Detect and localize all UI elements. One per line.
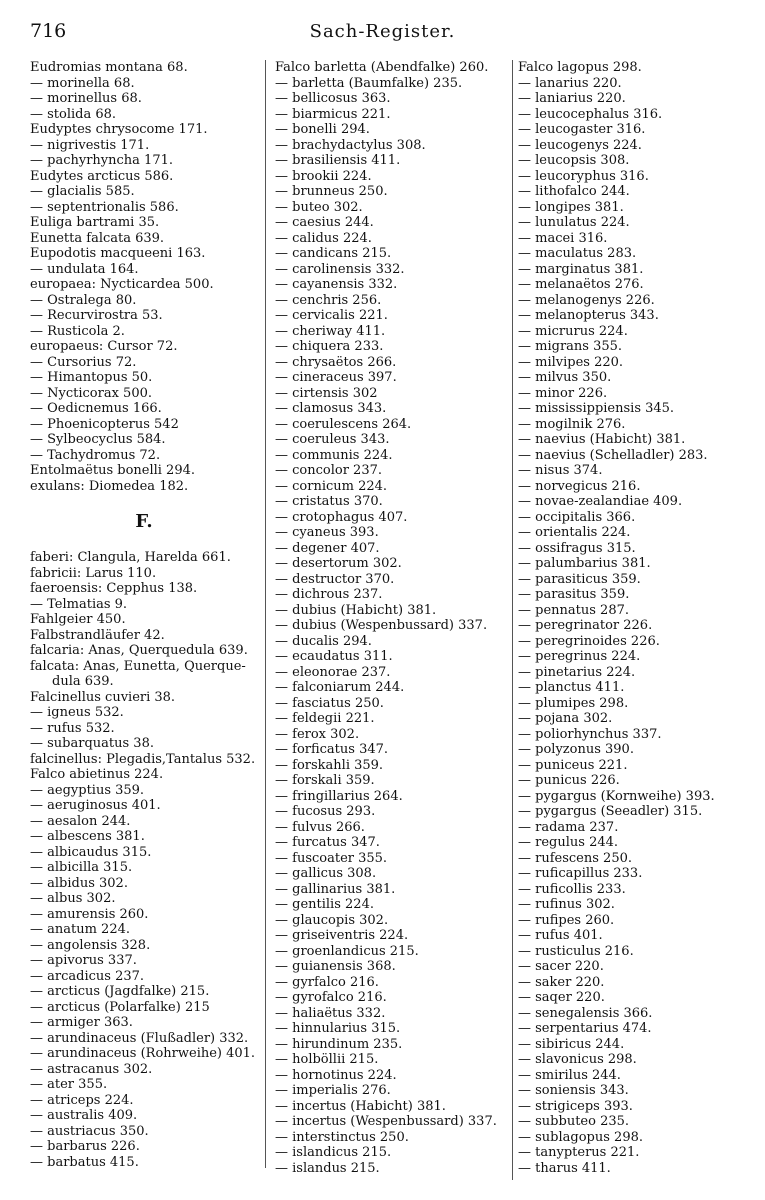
index-entry: — ruficollis 233.	[518, 881, 626, 897]
index-entry: — dubius (Wespenbussard) 337.	[275, 618, 488, 633]
index-entry: — arundinaceus (Flußadler) 332.	[30, 1030, 249, 1046]
index-entry: — micrurus 224.	[518, 323, 628, 339]
index-entry: — cheriway 411.	[275, 323, 386, 339]
column-rule-left	[265, 60, 266, 1168]
index-entry: — forficatus 347.	[275, 742, 389, 757]
index-entry: — leucoryphus 316.	[518, 168, 649, 184]
index-entry: — brasiliensis 411.	[275, 153, 401, 168]
index-entry: Eupodotis macqueeni 163.	[30, 246, 206, 261]
index-entry: — Sylbeocyclus 584.	[30, 432, 166, 447]
index-entry: Falbstrandläufer 42.	[30, 627, 165, 643]
index-entry: — morinellus 68.	[30, 91, 142, 106]
page-number: 716	[30, 20, 67, 42]
index-entry: — groenlandicus 215.	[275, 943, 419, 959]
index-entry: — punicus 226.	[518, 773, 620, 788]
index-entry: — melanogenys 226.	[518, 292, 655, 308]
index-entry: — australis 409.	[30, 1108, 138, 1123]
index-entry: — bellicosus 363.	[275, 91, 391, 106]
index-entry: — mogilnik 276.	[518, 416, 626, 432]
index-entry: — cornicum 224.	[275, 478, 388, 494]
index-entry: — cervicalis 221.	[275, 308, 388, 323]
index-entry: — dichrous 237.	[275, 587, 383, 602]
index-entry: — senegalensis 366.	[518, 1005, 653, 1021]
index-entry: — albicaudus 315.	[30, 844, 152, 860]
index-entry: — armiger 363.	[30, 1015, 133, 1030]
index-entry: — cirtensis 302	[275, 385, 378, 401]
index-entry: — islandicus 215.	[275, 1145, 392, 1160]
index-entry: — leucogenys 224.	[518, 137, 642, 153]
index-entry: — Rusticola 2.	[30, 323, 125, 339]
index-entry: — hornotinus 224.	[275, 1067, 397, 1083]
index-entry: — strigiceps 393.	[518, 1098, 633, 1114]
index-entry: — concolor 237.	[275, 463, 382, 478]
index-entry: — milvus 350.	[518, 370, 612, 385]
index-entry: — haliaëtus 332.	[275, 1005, 386, 1021]
index-entry: — fasciatus 250.	[275, 695, 384, 711]
index-entry: — mississippiensis 345.	[518, 401, 675, 416]
index-entry: — Recurvirostra 53.	[30, 308, 163, 323]
index-entry: — pennatus 287.	[518, 602, 629, 618]
column-2-entries	[275, 60, 507, 1176]
index-entry: — feldegii 221.	[275, 711, 375, 726]
index-entry: — pygargus (Seeadler) 315.	[518, 804, 703, 819]
index-entry: — chiquera 233.	[275, 339, 384, 354]
column-rule-right	[512, 60, 513, 1180]
index-entry: — gallinarius 381.	[275, 881, 396, 897]
index-entry: — subarquatus 38.	[30, 736, 154, 751]
index-entry: — tharus 411.	[518, 1160, 611, 1176]
index-entry: — biarmicus 221.	[275, 106, 391, 122]
index-entry: — rufinus 302.	[518, 897, 615, 912]
index-entry: — albicilla 315.	[30, 860, 133, 875]
index-entry: — gyrfalco 216.	[275, 974, 379, 990]
index-entry: — melanopterus 343.	[518, 308, 659, 323]
index-entry: — igneus 532.	[30, 705, 124, 720]
index-entry: — occipitalis 366.	[518, 509, 636, 525]
index-entry: — novae-zealandiae 409.	[518, 494, 683, 509]
index-column-2	[275, 60, 507, 1176]
index-entry: — albescens 381.	[30, 829, 145, 844]
index-entry: — fucosus 293.	[275, 804, 376, 819]
index-entry: — arcticus (Polarfalke) 215	[30, 999, 210, 1015]
index-entry: — milvipes 220.	[518, 354, 624, 370]
index-entry: — melanaëtos 276.	[518, 277, 644, 292]
index-entry: — maculatus 283.	[518, 246, 637, 261]
index-entry: falcata: Anas, Eunetta, Querque-	[30, 658, 246, 674]
index-entry: — imperialis 276.	[275, 1083, 391, 1098]
index-entry: Fahlgeier 450.	[30, 612, 126, 627]
index-entry: — cyaneus 393.	[275, 525, 379, 540]
index-entry: Falcinellus cuvieri 38.	[30, 689, 176, 705]
index-entry: — albus 302.	[30, 891, 116, 906]
index-entry: — candicans 215.	[275, 246, 392, 261]
index-entry: — ducalis 294.	[275, 633, 372, 649]
index-entry: — angolensis 328.	[30, 937, 151, 953]
column-1-entries-e	[30, 60, 258, 494]
index-entry: — parasiticus 359.	[518, 571, 641, 587]
index-entry: — forskahli 359.	[275, 757, 384, 773]
index-entry: — orientalis 224.	[518, 525, 631, 540]
index-entry: — longipes 381.	[518, 199, 624, 215]
index-entry: — naevius (Habicht) 381.	[518, 432, 686, 447]
index-entry: — forskali 359.	[275, 773, 375, 788]
index-entry: — subbuteo 235.	[518, 1114, 630, 1129]
index-entry: — slavonicus 298.	[518, 1052, 637, 1067]
index-entry: — barbatus 415.	[30, 1154, 139, 1170]
index-entry: — fringillarius 264.	[275, 788, 403, 804]
index-entry: — pojana 302.	[518, 711, 613, 726]
index-entry: — tanypterus 221.	[518, 1145, 640, 1160]
index-entry: europaeus: Cursor 72.	[30, 339, 178, 354]
index-entry: — crotophagus 407.	[275, 509, 408, 525]
index-entry: — sibiricus 244.	[518, 1036, 625, 1052]
index-entry: — cayanensis 332.	[275, 277, 398, 292]
index-entry: — desertorum 302.	[275, 556, 402, 571]
index-entry: Entolmaëtus bonelli 294.	[30, 463, 196, 478]
index-entry: — minor 226.	[518, 385, 608, 401]
index-entry: — undulata 164.	[30, 261, 139, 277]
index-entry: — stolida 68.	[30, 106, 117, 122]
index-entry: — coerulescens 264.	[275, 416, 412, 432]
index-entry: Falco barletta (Abendfalke) 260.	[275, 60, 489, 75]
index-entry: — falconiarum 244.	[275, 680, 405, 695]
index-entry: — cenchris 256.	[275, 292, 382, 308]
index-entry: — ruficapillus 233.	[518, 866, 643, 881]
index-entry: — Telmatias 9.	[30, 596, 128, 612]
index-entry: Eudyptes chrysocome 171.	[30, 122, 208, 137]
index-entry: — ossifragus 315.	[518, 540, 636, 556]
index-entry: — ferox 302.	[275, 726, 360, 742]
index-entry: — coeruleus 343.	[275, 432, 390, 447]
index-entry: — holböllii 215.	[275, 1052, 379, 1067]
index-entry: — migrans 355.	[518, 339, 623, 354]
index-entry: — glacialis 585.	[30, 184, 135, 199]
index-entry: — eleonorae 237.	[275, 664, 391, 680]
index-entry: — buteo 302.	[275, 199, 363, 215]
index-entry: — rufus 401.	[518, 928, 603, 943]
index-entry: — polyzonus 390.	[518, 742, 634, 757]
index-entry: — soniensis 343.	[518, 1083, 629, 1098]
index-entry: — macei 316.	[518, 230, 608, 246]
index-entry: — laniarius 220.	[518, 91, 626, 106]
index-entry: — septentrionalis 586.	[30, 199, 179, 215]
index-entry: — Nycticorax 500.	[30, 385, 152, 401]
column-3-entries	[518, 60, 746, 1176]
index-entry: — hirundinum 235.	[275, 1036, 403, 1052]
index-entry: — bonelli 294.	[275, 122, 370, 137]
index-entry: Falco abietinus 224.	[30, 767, 164, 782]
column-1-entries-f	[30, 550, 258, 1170]
index-entry: — peregrinator 226.	[518, 618, 653, 633]
index-entry: Eunetta falcata 639.	[30, 230, 165, 246]
index-entry: — lanarius 220.	[518, 75, 622, 91]
index-entry: — gallicus 308.	[275, 866, 377, 881]
index-entry: — pygargus (Kornweihe) 393.	[518, 788, 715, 804]
index-entry: — lunulatus 224.	[518, 215, 630, 230]
index-entry: — astracanus 302.	[30, 1061, 153, 1077]
index-entry: — arundinaceus (Rohrweihe) 401.	[30, 1046, 256, 1061]
index-entry: — norvegicus 216.	[518, 478, 641, 494]
index-entry: — brachydactylus 308.	[275, 137, 426, 153]
index-entry: — regulus 244.	[518, 835, 619, 850]
index-entry: — interstinctus 250.	[275, 1129, 409, 1145]
index-entry: — clamosus 343.	[275, 401, 387, 416]
index-entry: — arcadicus 237.	[30, 968, 145, 984]
index-entry: — atriceps 224.	[30, 1092, 134, 1108]
index-entry: — caesius 244.	[275, 215, 374, 230]
index-entry: — degener 407.	[275, 540, 380, 556]
index-entry: dula 639.	[52, 674, 114, 689]
index-entry: Eudromias montana 68.	[30, 60, 188, 75]
index-entry: — brunneus 250.	[275, 184, 388, 199]
index-entry: — rufescens 250.	[518, 850, 632, 866]
index-entry: — ecaudatus 311.	[275, 649, 393, 664]
index-entry: — radama 237.	[518, 819, 619, 835]
section-letter-f: F.	[135, 511, 153, 532]
index-entry: — Himantopus 50.	[30, 370, 153, 385]
index-entry: — peregrinoides 226.	[518, 633, 660, 649]
index-entry: — nisus 374.	[518, 463, 603, 478]
index-entry: — incertus (Wespenbussard) 337.	[275, 1114, 497, 1129]
index-entry: — Oedicnemus 166.	[30, 401, 162, 416]
index-entry: — aeruginosus 401.	[30, 798, 161, 813]
running-head: Sach-Register.	[309, 21, 456, 42]
index-entry: exulans: Diomedea 182.	[30, 478, 189, 494]
index-entry: — anatum 224.	[30, 922, 131, 937]
index-column-3	[518, 60, 746, 1176]
index-entry: — glaucopis 302.	[275, 912, 389, 928]
index-entry: — rufipes 260.	[518, 912, 615, 928]
index-entry: — sublagopus 298.	[518, 1129, 643, 1145]
index-entry: falcaria: Anas, Querquedula 639.	[30, 643, 248, 658]
index-entry: — saker 220.	[518, 974, 605, 990]
index-entry: — griseiventris 224.	[275, 928, 409, 943]
index-entry: — cineraceus 397.	[275, 370, 397, 385]
index-entry: — Phoenicopterus 542	[30, 416, 179, 432]
index-entry: Euliga bartrami 35.	[30, 215, 160, 230]
index-entry: — puniceus 221.	[518, 757, 628, 773]
index-entry: — arcticus (Jagdfalke) 215.	[30, 984, 210, 999]
index-entry: — Ostralega 80.	[30, 292, 137, 308]
index-entry: europaea: Nycticardea 500.	[30, 277, 214, 292]
index-entry: — pachyrhyncha 171.	[30, 153, 173, 168]
index-entry: — fuscoater 355.	[275, 850, 388, 866]
index-entry: — saqer 220.	[518, 990, 605, 1005]
index-entry: — carolinensis 332.	[275, 261, 405, 277]
index-entry: faberi: Clangula, Harelda 661.	[30, 550, 231, 565]
index-entry: — Tachydromus 72.	[30, 447, 161, 463]
index-entry: — serpentarius 474.	[518, 1021, 652, 1036]
index-entry: — smirilus 244.	[518, 1067, 621, 1083]
index-entry: — brookii 224.	[275, 168, 372, 184]
index-entry: — naevius (Schelladler) 283.	[518, 447, 708, 463]
index-entry: — pinetarius 224.	[518, 664, 636, 680]
index-entry: — fulvus 266.	[275, 819, 365, 835]
index-entry: — barletta (Baumfalke) 235.	[275, 75, 463, 91]
index-entry: — leucocephalus 316.	[518, 106, 663, 122]
index-entry: — ater 355.	[30, 1077, 108, 1092]
index-entry: — rufus 532.	[30, 720, 115, 736]
index-entry: falcinellus: Plegadis,Tantalus 532.	[30, 751, 256, 767]
index-entry: — calidus 224.	[275, 230, 372, 246]
index-entry: — parasitus 359.	[518, 587, 630, 602]
index-entry: — barbarus 226.	[30, 1139, 140, 1154]
index-entry: — cristatus 370.	[275, 494, 383, 509]
index-entry: — palumbarius 381.	[518, 556, 651, 571]
index-entry: — Cursorius 72.	[30, 354, 137, 370]
index-entry: — communis 224.	[275, 447, 393, 463]
index-entry: — poliorhynchus 337.	[518, 726, 662, 742]
index-entry: — albidus 302.	[30, 875, 128, 891]
index-entry: — aesalon 244.	[30, 813, 131, 829]
index-entry: — chrysaëtos 266.	[275, 354, 397, 370]
index-entry: — hinnularius 315.	[275, 1021, 401, 1036]
index-entry: — islandus 215.	[275, 1160, 380, 1176]
index-entry: — planctus 411.	[518, 680, 625, 695]
index-entry: — incertus (Habicht) 381.	[275, 1098, 446, 1114]
index-entry: — leucogaster 316.	[518, 122, 646, 137]
index-entry: Falco lagopus 298.	[518, 60, 642, 75]
index-entry: — gentilis 224.	[275, 897, 374, 912]
index-entry: — sacer 220.	[518, 959, 604, 974]
index-entry: — amurensis 260.	[30, 906, 149, 922]
index-entry: faeroensis: Cepphus 138.	[30, 581, 198, 596]
index-entry: fabricii: Larus 110.	[30, 565, 157, 581]
index-entry: — morinella 68.	[30, 75, 135, 91]
index-entry: Eudytes arcticus 586.	[30, 168, 174, 184]
index-entry: — lithofalco 244.	[518, 184, 630, 199]
index-entry: — destructor 370.	[275, 571, 395, 587]
index-entry: — guianensis 368.	[275, 959, 396, 974]
index-entry: — gyrofalco 216.	[275, 990, 387, 1005]
index-column-1	[30, 60, 258, 1170]
index-entry: — dubius (Habicht) 381.	[275, 602, 437, 618]
index-entry: — peregrinus 224.	[518, 649, 641, 664]
index-entry: — rusticulus 216.	[518, 943, 634, 959]
index-entry: — aegyptius 359.	[30, 782, 145, 798]
index-entry: — apivorus 337.	[30, 953, 137, 968]
index-entry: — furcatus 347.	[275, 835, 380, 850]
index-entry: — austriacus 350.	[30, 1123, 149, 1139]
index-entry: — leucopsis 308.	[518, 153, 630, 168]
index-entry: — marginatus 381.	[518, 261, 644, 277]
index-entry: — plumipes 298.	[518, 695, 629, 711]
index-entry: — nigrivestis 171.	[30, 137, 150, 153]
